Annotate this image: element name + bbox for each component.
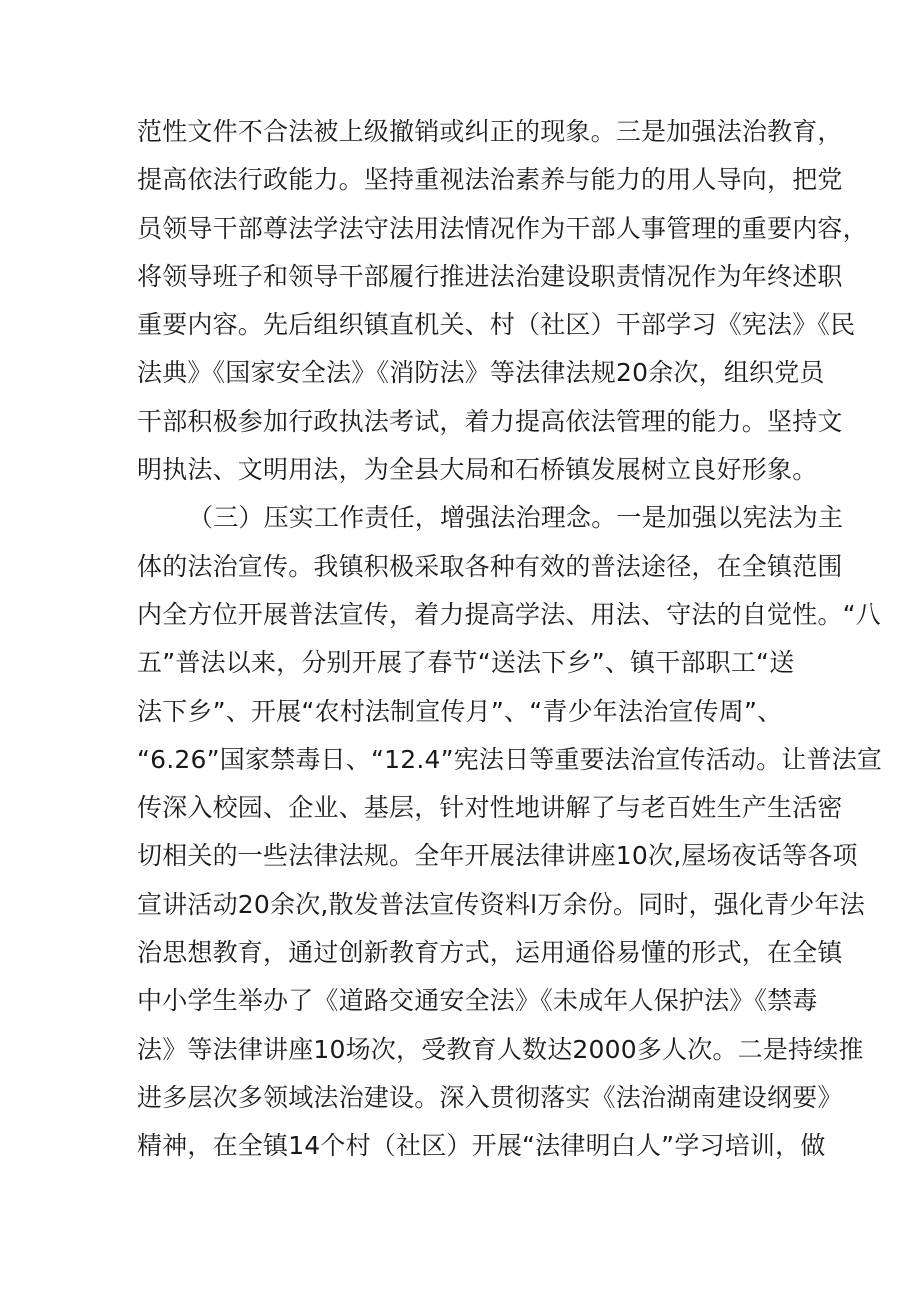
text-line: 宣讲活动20余次,散发普法宣传资料l万余份。同时，强化青少年法 [137,889,865,919]
text-line: “6.26”国家禁毒日、“12.4”宪法日等重要法治宣传活动。让普法宣 [137,744,883,774]
text-line: 切相关的一些法律法规。全年开展法律讲座10次,屋场夜话等各项 [137,841,858,871]
text-line: 将领导班子和领导干部履行推进法治建设职责情况作为年终述职 [137,261,843,291]
section-heading-line: （三）压实工作责任，增强法治理念。一是加强以宪法为主 [188,503,844,533]
text-line: 员领导干部尊法学法守法用法情况作为干部人事管理的重要内容， [137,213,868,243]
text-line: 法典》《国家安全法》《消防法》等法律法规20余次，组织党员 [137,358,825,388]
text-line: 法下乡”、开展“农村法制宣传月”、“青少年法治宣传周”、 [137,696,783,726]
body-text [137,108,883,1171]
text-line: 提高依法行政能力。坚持重视法治素养与能力的用人导向，把党 [137,165,843,195]
text-line: 法》等法律讲座10场次，受教育人数达2000多人次。二是持续推 [137,1034,864,1064]
text-line: 精神，在全镇14个村（社区）开展“法律明白人”学习培训，做 [137,1131,826,1161]
text-line: 五”普法以来，分别开展了春节“送法下乡”、镇干部职工“送 [137,648,795,678]
text-line: 干部积极参加行政执法考试，着力提高依法管理的能力。坚持文 [137,406,843,436]
text-line: 进多层次多领域法治建设。深入贯彻落实《法治湖南建设纲要》 [137,1082,843,1112]
text-line: 重要内容。先后组织镇直机关、村（社区）干部学习《宪法》《民 [137,310,856,340]
text-line: 体的法治宣传。我镇积极采取各种有效的普法途径，在全镇范围 [137,551,843,581]
text-line: 明执法、文明用法，为全县大局和石桥镇发展树立良好形象。 [137,455,818,485]
text-line: 传深入校园、企业、基层，针对性地讲解了与老百姓生产生活密 [137,793,843,823]
text-line: 内全方位开展普法宣传，着力提高学法、用法、守法的自觉性。“八 [137,599,881,629]
text-line: 中小学生举办了《道路交通安全法》《未成年人保护法》《禁毒 [137,986,818,1016]
text-line: 治思想教育，通过创新教育方式，运用通俗易懂的形式，在全镇 [137,938,843,968]
text-line: 范性文件不合法被上级撤销或纠正的现象。三是加强法治教育， [137,117,843,146]
